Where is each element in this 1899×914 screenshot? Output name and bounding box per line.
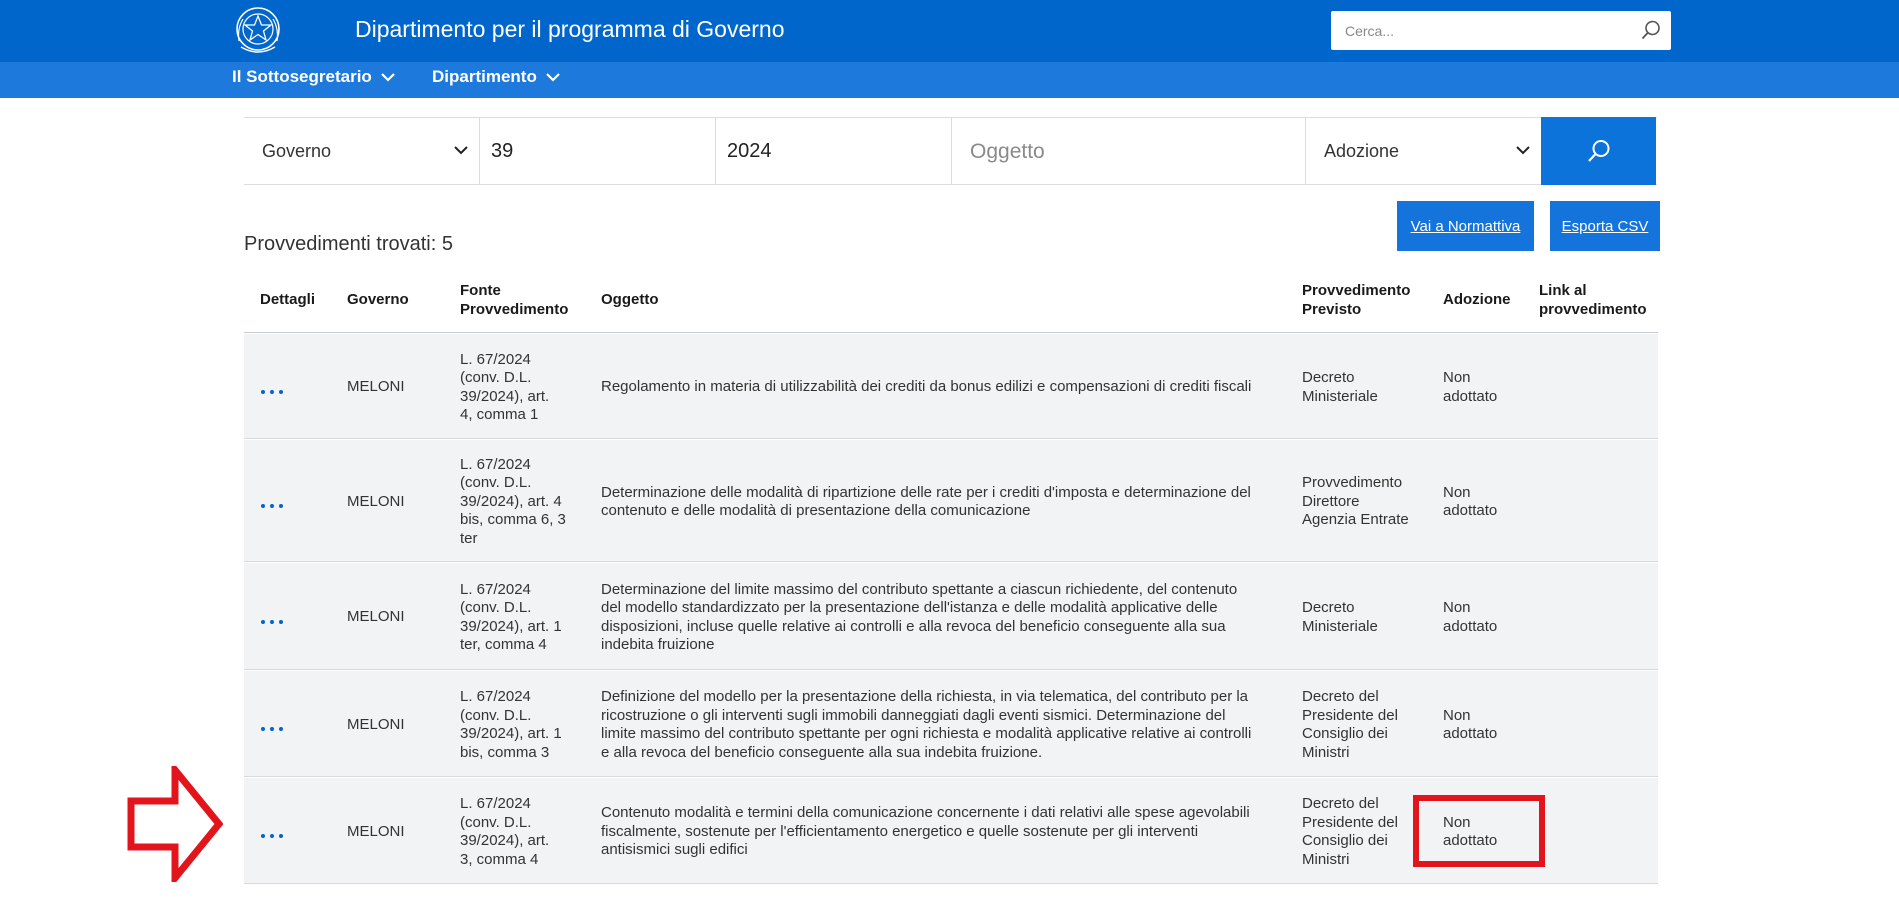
cell-line: Definizione del modello per la presentazione della richiesta, in via telematica, del contributo per la bbox=[601, 688, 1249, 705]
column-header-fonte bbox=[460, 281, 568, 319]
dot-icon bbox=[261, 834, 265, 838]
cell-line: bis, comma 6, 3 bbox=[460, 511, 566, 529]
arrow-right-icon bbox=[127, 766, 223, 882]
cell-line: e alla revoca del beneficio conseguente alla sua indebita fruizione. bbox=[601, 743, 1043, 761]
details-dots-button[interactable] bbox=[261, 727, 283, 731]
cell-link[interactable] bbox=[1539, 715, 1649, 734]
cell-line: Ministeriale bbox=[1302, 387, 1378, 405]
column-header-line: Provvedimento bbox=[460, 301, 569, 318]
cell-line: contenuto e delle modalità di presentazione della comunicazione bbox=[601, 502, 1031, 519]
adozione-select[interactable] bbox=[1306, 118, 1541, 185]
cell-line: Decreto bbox=[1302, 599, 1355, 616]
cell-line: Non bbox=[1443, 813, 1471, 831]
cell-previsto bbox=[1302, 688, 1432, 762]
site-search bbox=[1331, 11, 1671, 50]
cell-line: ter, comma 4 bbox=[460, 636, 547, 653]
cell-fonte bbox=[460, 456, 585, 549]
cell-line: del modello standardizzato per la presentazione dell'istanza e delle modalità applicative delle bbox=[601, 599, 1218, 616]
cell-line: adottato bbox=[1443, 502, 1498, 519]
normattiva-button[interactable]: Vai a Normattiva bbox=[1397, 201, 1534, 251]
cell-line: indebita fruizione bbox=[601, 636, 715, 653]
cell-governo: MELONI bbox=[347, 608, 405, 626]
column-header-previsto bbox=[1302, 281, 1410, 319]
column-header-line: Link al bbox=[1539, 282, 1587, 299]
cell-previsto bbox=[1302, 474, 1432, 530]
cell-line: Presidente del bbox=[1302, 706, 1398, 724]
cell-line: adottato bbox=[1443, 832, 1498, 849]
cell-line: Ministeriale bbox=[1302, 617, 1378, 635]
cell-line: (conv. D.L. bbox=[460, 813, 532, 831]
dot-icon bbox=[279, 620, 283, 624]
column-header-line: provvedimento bbox=[1539, 301, 1647, 318]
table-row bbox=[244, 440, 1658, 562]
anno-input-value: 2024 bbox=[727, 140, 772, 162]
cell-line: adottato bbox=[1443, 387, 1498, 405]
cell-line: disposizioni, incluse quelle relative ai controlli e alla revoca del beneficio conseguente alla sua bbox=[601, 617, 1226, 635]
anno-input[interactable] bbox=[716, 118, 952, 185]
cell-oggetto bbox=[601, 804, 1291, 860]
cell-line: 4, comma 1 bbox=[460, 406, 539, 423]
cell-adozione bbox=[1443, 707, 1533, 744]
cell-oggetto bbox=[601, 378, 1291, 397]
nav-item-label: Il Sottosegretario bbox=[232, 67, 372, 86]
details-dots-button[interactable] bbox=[261, 390, 283, 394]
cell-line: (conv. D.L. bbox=[460, 369, 532, 386]
dot-icon bbox=[279, 504, 283, 508]
column-header-line: Fonte bbox=[460, 282, 501, 299]
filter-bar bbox=[244, 117, 1657, 185]
cell-line: Determinazione del limite massimo del contributo spettante a ciascun richiedente, del contenuto bbox=[601, 580, 1238, 598]
cell-line: 39/2024), art. 1 bbox=[460, 617, 562, 635]
cell-line: L. 67/2024 bbox=[460, 688, 531, 705]
cell-line: fiscalmente, sostenute per l'efficientamento energetico e quelle sostenute per gli interventi bbox=[601, 822, 1199, 840]
chevron-down-icon bbox=[380, 72, 396, 82]
cell-line: Presidente del bbox=[1302, 813, 1398, 831]
oggetto-input[interactable] bbox=[952, 118, 1306, 185]
cell-line: 39/2024), art. 1 bbox=[460, 725, 562, 742]
numero-input[interactable] bbox=[480, 118, 716, 185]
dot-icon bbox=[261, 727, 265, 731]
column-header-governo: Governo bbox=[347, 291, 409, 308]
oggetto-input-placeholder: Oggetto bbox=[970, 139, 1045, 163]
nav-item-sottosegretario[interactable] bbox=[232, 67, 396, 87]
cell-fonte bbox=[460, 795, 585, 869]
cell-link[interactable] bbox=[1539, 492, 1649, 511]
cell-fonte bbox=[460, 581, 585, 655]
dot-icon bbox=[270, 834, 274, 838]
cell-line: 39/2024), art. 4 bbox=[460, 492, 562, 510]
cell-line: Decreto del bbox=[1302, 795, 1379, 812]
search-icon[interactable] bbox=[1640, 19, 1662, 41]
cell-oggetto bbox=[601, 688, 1291, 762]
column-header-line: Provvedimento bbox=[1302, 282, 1411, 299]
cell-line: ter bbox=[460, 529, 478, 547]
column-header-adozione: Adozione bbox=[1443, 291, 1511, 308]
dot-icon bbox=[270, 390, 274, 394]
cell-line: L. 67/2024 bbox=[460, 795, 531, 812]
cell-oggetto bbox=[601, 581, 1291, 655]
dot-icon bbox=[279, 727, 283, 731]
chevron-down-icon bbox=[545, 72, 561, 82]
cell-line: limite massimo del contributo spettante per ogni richiesta e modalità applicative relative ai controlli bbox=[601, 725, 1252, 742]
details-dots-button[interactable] bbox=[261, 504, 283, 508]
cell-line: (conv. D.L. bbox=[460, 599, 532, 616]
republic-emblem-icon[interactable] bbox=[233, 3, 283, 59]
cell-adozione bbox=[1443, 369, 1533, 406]
cell-previsto bbox=[1302, 369, 1432, 406]
cell-governo: MELONI bbox=[347, 492, 405, 510]
cell-line: Direttore bbox=[1302, 492, 1360, 510]
cell-governo: MELONI bbox=[347, 715, 405, 733]
cell-governo: MELONI bbox=[347, 822, 405, 840]
chevron-down-icon bbox=[453, 145, 469, 155]
cell-adozione bbox=[1443, 599, 1533, 636]
cell-oggetto bbox=[601, 484, 1291, 521]
dot-icon bbox=[261, 620, 265, 624]
dot-icon bbox=[270, 504, 274, 508]
cell-line: Decreto del bbox=[1302, 688, 1379, 705]
cell-line: Ministri bbox=[1302, 743, 1350, 761]
cell-line: Contenuto modalità e termini della comunicazione concernente i dati relativi alle spese agevolabili bbox=[601, 804, 1250, 822]
cell-line: (conv. D.L. bbox=[460, 474, 532, 492]
cell-line: L. 67/2024 bbox=[460, 455, 531, 473]
adozione-select-value: Adozione bbox=[1324, 141, 1400, 161]
cell-line: L. 67/2024 bbox=[460, 580, 531, 598]
cell-link[interactable] bbox=[1539, 607, 1649, 626]
cell-fonte bbox=[460, 688, 585, 762]
cell-line: L. 67/2024 bbox=[460, 350, 531, 368]
table-header bbox=[244, 273, 1658, 333]
chevron-down-icon bbox=[1515, 145, 1531, 155]
cell-line: 39/2024), art. bbox=[460, 387, 550, 405]
details-dots-button[interactable] bbox=[261, 834, 283, 838]
cell-line: adottato bbox=[1443, 617, 1498, 635]
governo-select[interactable] bbox=[244, 118, 480, 185]
cell-adozione bbox=[1443, 484, 1533, 521]
cell-line: 3, comma 4 bbox=[460, 850, 539, 868]
dot-icon bbox=[279, 390, 283, 394]
numero-input-value: 39 bbox=[491, 140, 514, 162]
cell-line: Consiglio dei bbox=[1302, 832, 1388, 849]
cell-line: Non bbox=[1443, 369, 1471, 386]
cell-link[interactable] bbox=[1539, 377, 1649, 396]
header-bar bbox=[0, 0, 1899, 62]
nav-item-dipartimento[interactable] bbox=[432, 67, 561, 87]
main-nav bbox=[0, 62, 1899, 98]
dot-icon bbox=[270, 620, 274, 624]
cell-line: ricostruzione o gli interventi sugli immobili danneggiati dagli eventi sismici. Determinazione del bbox=[601, 706, 1226, 724]
dot-icon bbox=[270, 727, 274, 731]
cell-line: Regolamento in materia di utilizzabilità dei crediti da bonus edilizi e compensazioni di crediti fiscali bbox=[601, 378, 1252, 396]
cell-link[interactable] bbox=[1539, 822, 1649, 841]
cell-governo: MELONI bbox=[347, 378, 405, 396]
dot-icon bbox=[261, 390, 265, 394]
cell-line: Provvedimento bbox=[1302, 474, 1403, 492]
cell-line: Non bbox=[1443, 599, 1471, 616]
cell-fonte bbox=[460, 351, 585, 425]
site-title[interactable]: Dipartimento per il programma di Governo bbox=[355, 16, 785, 42]
search-icon bbox=[1586, 138, 1612, 164]
cell-line: antisismici sugli edifici bbox=[601, 841, 748, 859]
dot-icon bbox=[279, 834, 283, 838]
column-header-dettagli: Dettagli bbox=[260, 291, 316, 308]
nav-item-label: Dipartimento bbox=[432, 67, 537, 86]
table-row bbox=[244, 671, 1658, 777]
results-count: Provvedimenti trovati: 5 bbox=[244, 233, 453, 255]
column-header-line: Previsto bbox=[1302, 301, 1362, 318]
cell-line: Determinazione delle modalità di ripartizione delle rate per i crediti d'imposta e determinazione del bbox=[601, 483, 1251, 501]
cell-line: adottato bbox=[1443, 725, 1498, 742]
cell-line: Non bbox=[1443, 483, 1471, 501]
export-csv-button[interactable]: Esporta CSV bbox=[1550, 201, 1660, 251]
cell-line: 39/2024), art. bbox=[460, 832, 550, 849]
cell-previsto bbox=[1302, 599, 1432, 636]
cell-line: Decreto bbox=[1302, 369, 1355, 386]
cell-line: bis, comma 3 bbox=[460, 743, 550, 761]
cell-line: Non bbox=[1443, 706, 1471, 724]
details-dots-button[interactable] bbox=[261, 620, 283, 624]
column-header-link bbox=[1539, 281, 1647, 319]
cell-line: Agenzia Entrate bbox=[1302, 511, 1409, 529]
filter-search-button[interactable] bbox=[1541, 117, 1656, 185]
cell-line: (conv. D.L. bbox=[460, 706, 532, 724]
dot-icon bbox=[261, 504, 265, 508]
governo-select-value: Governo bbox=[262, 141, 332, 161]
cell-line: Consiglio dei bbox=[1302, 725, 1388, 742]
highlight-box bbox=[1413, 795, 1545, 867]
cell-line: Ministri bbox=[1302, 850, 1350, 868]
table-row bbox=[244, 334, 1658, 439]
table-row bbox=[244, 563, 1658, 670]
column-header-oggetto: Oggetto bbox=[601, 291, 659, 308]
site-search-input[interactable] bbox=[1331, 11, 1631, 50]
